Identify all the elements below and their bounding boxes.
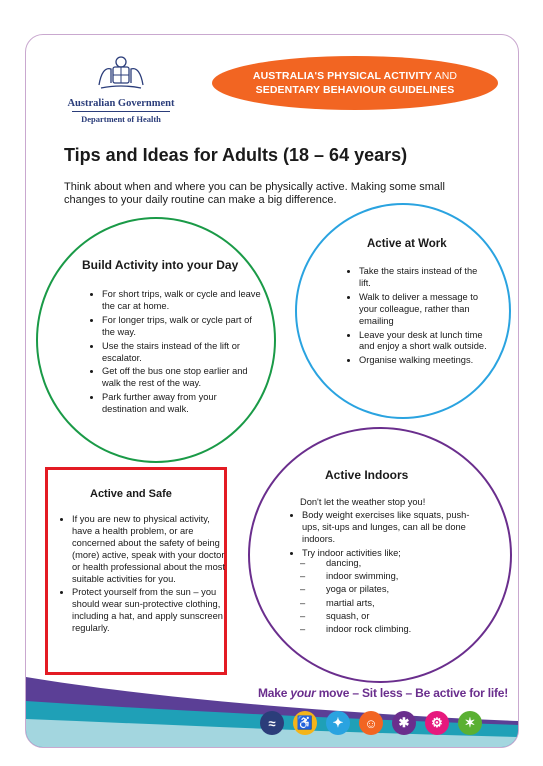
active-at-work-list (343, 266, 487, 369)
build-activity-circle (36, 217, 276, 463)
logo-divider (72, 111, 170, 112)
active-indoors-lead: Don't let the weather stop you! (300, 497, 426, 507)
guidelines-banner (212, 56, 498, 110)
swimming-icon: ≈ (260, 711, 284, 735)
active-and-safe-box (45, 467, 227, 675)
coat-of-arms-icon (91, 51, 151, 91)
activity-label: dancing, (326, 558, 362, 568)
dash: – (300, 584, 306, 595)
wheelchair-icon: ♿ (293, 711, 317, 735)
activity-label: indoor rock climbing. (326, 624, 412, 635)
active-indoors-circle (248, 427, 512, 683)
list-item: • Body weight exercises like squats, push-ups, sit-ups and lunges, can all be done indoors. (302, 510, 474, 546)
runner-icon: ✦ (326, 711, 350, 735)
list-item (300, 597, 411, 610)
list-item: • If you are new to physical activity, have a health problem, or are concerned about the safety of being (more) active, speak with your doctor or health professional about the most suitable activities for you. (72, 514, 230, 585)
list-item (300, 610, 411, 623)
active-at-work-circle (295, 203, 511, 419)
page-title: Tips and Ideas for Adults (18 – 64 years) (64, 145, 408, 165)
active-indoors-title: Active Indoors (325, 468, 409, 482)
build-activity-list (86, 289, 262, 418)
family-icon: ☺ (359, 711, 383, 735)
tagline-part: move – Sit less – Be active for life! (315, 686, 509, 700)
list-item: • Use the stairs instead of the lift or escalator. (102, 341, 262, 365)
active-indoors-list (286, 510, 474, 560)
list-item: • Take the stairs instead of the lift. (359, 266, 487, 290)
tagline-part: your (290, 686, 316, 700)
activity-label: martial arts, (326, 597, 375, 608)
banner-line2: SEDENTARY BEHAVIOUR GUIDELINES (255, 84, 455, 96)
dash: – (300, 610, 306, 621)
list-item: • Park further away from your destination and walk. (102, 392, 262, 416)
cycling-icon: ⚙ (425, 711, 449, 735)
list-item: • For longer trips, walk or cycle part of the way. (102, 315, 262, 339)
footer-tagline (258, 686, 508, 700)
list-item: • Leave your desk at lunch time and enjoy a short walk outside. (359, 330, 487, 354)
activity-icons (260, 711, 482, 735)
banner-line1-bold: AUSTRALIA'S PHYSICAL ACTIVITY (252, 70, 433, 82)
government-name: Australian Government (67, 98, 175, 109)
activity-label: yoga or pilates, (326, 584, 390, 595)
indoor-activities-list (300, 557, 411, 636)
dash: – (300, 558, 306, 568)
intro-text: Think about when and where you can be physically active. Making some small changes to your daily routine can make a big difference. (64, 181, 445, 206)
list-item: • Organise walking meetings. (359, 355, 487, 367)
list-item (300, 623, 411, 636)
dash: – (300, 597, 306, 608)
dog-walk-icon: ✱ (392, 711, 416, 735)
tagline-part: Make (258, 686, 291, 700)
government-logo (66, 51, 176, 124)
active-at-work-title: Active at Work (367, 238, 447, 250)
list-item (300, 570, 411, 583)
list-item: • Walk to deliver a message to your colleague, rather than emailing (359, 292, 487, 328)
guideline-card (25, 34, 519, 748)
list-item (300, 583, 411, 596)
banner-line1-light: AND (432, 70, 458, 82)
list-item (300, 557, 411, 570)
active-and-safe-title: Active and Safe (90, 488, 172, 500)
department-name: Department of Health (81, 114, 161, 124)
list-item: • Try indoor activities like; (302, 548, 474, 560)
list-item: • Protect yourself from the sun – you should wear sun-protective clothing, including a hat, and apply sunscreen regularly. (72, 587, 230, 635)
active-and-safe-list (56, 514, 230, 637)
activity-label: indoor swimming, (326, 571, 399, 582)
list-item: • For short trips, walk or cycle and leave the car at home. (102, 289, 262, 313)
build-activity-title: Build Activity into your Day (82, 258, 239, 272)
star-jump-icon: ✶ (458, 711, 482, 735)
dash: – (300, 624, 306, 635)
list-item: • Get off the bus one stop earlier and walk the rest of the way. (102, 366, 262, 390)
activity-label: squash, or (326, 610, 370, 621)
dash: – (300, 571, 306, 582)
